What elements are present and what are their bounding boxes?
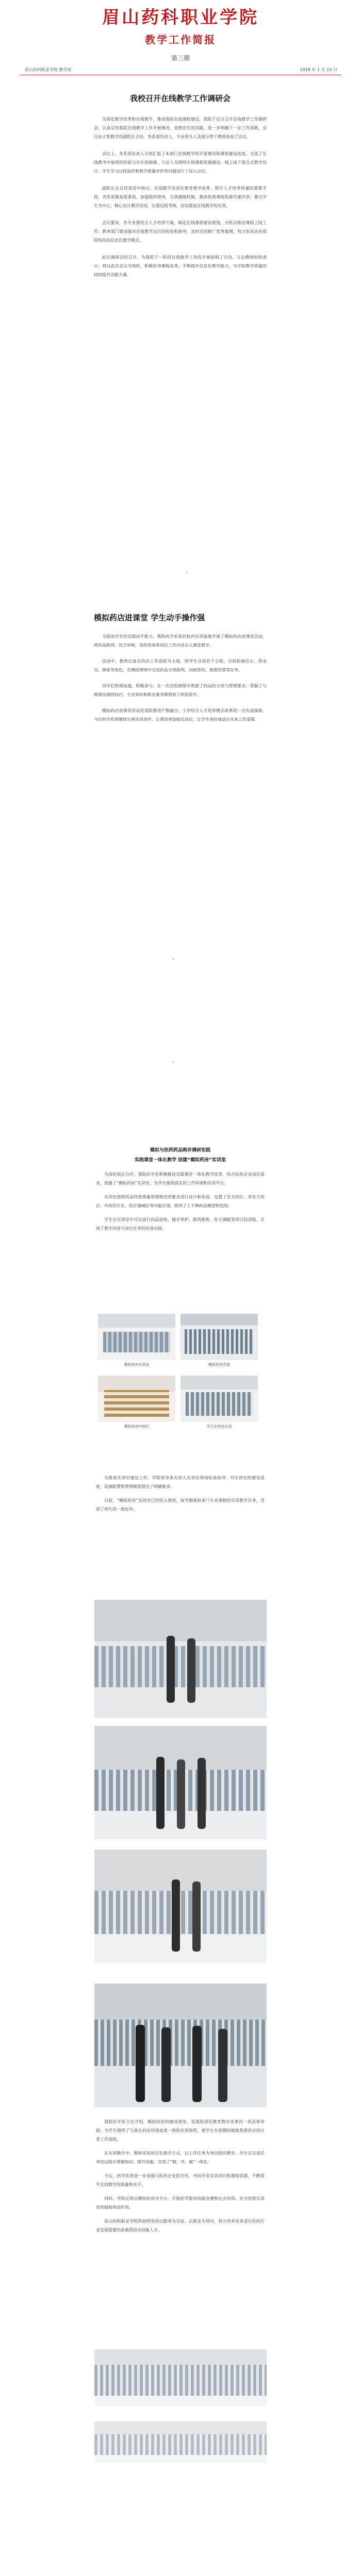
insert-report (96, 1146, 265, 1233)
article-1-para: 会议要求，各专业要结合人才培养方案，制定在线课程建设规划，分批次推进课程上线工作；教务部门要加强对在线教学运行的检查和指导，及时总结推广优秀案例，努力形成具有我院特色的信息化教学模式。 (94, 221, 267, 243)
masthead (0, 0, 361, 62)
insert-para: 我院药学系主任介绍，模拟药房的建成使用，是我院深化教育教学改革的一项具体举措，为学生提供了与真实药店环境高度一致的实训场所，使学生在校期间就能熟悉药店的日常工作流程。 (96, 2120, 265, 2142)
article-2 (94, 612, 267, 724)
visit-photo (94, 1850, 267, 1963)
insert-para: 为推进实训室建设工作，学院领导多次深入实训室现场检查指导，对实训室的建设进度、设备配置和管理制度提出了明确要求。 (96, 1476, 265, 1489)
insert-heading-1: 模拟与医药药品购存调研实践 (150, 1148, 210, 1153)
insert-report-2 (96, 1473, 265, 1514)
publication-meta (20, 65, 341, 75)
article-1-para: 此次调研会的召开，为我院下一阶段在线教学工作的开展指明了方向，与会教师纷纷表示，将以此次会议为契机，积极投身课程改革，不断提升信息化教学能力，为学院教学质量的持续提升贡献力量。 (94, 255, 267, 277)
pharmacy-photo (98, 1376, 175, 1422)
insert-report-3 (96, 2117, 265, 2234)
publish-date: 2018 年 1 月 15 日 (300, 67, 337, 72)
publisher: 眉山药科职业学院 教学部 (25, 67, 72, 72)
separator-dot (186, 572, 187, 573)
pharmacy-photo (180, 1314, 258, 1360)
insert-para: 同时，学院还将以模拟药房为平台，开展药学服务技能竞赛和社会培训，充分发挥实训室的辐射带动作用。 (96, 2196, 265, 2210)
article-1-para: 副院长在总结讲话中指出，在线教学是深化教育教学改革、提升人才培养质量的重要手段，各系部要高度重视，加强组织领导，完善激励机制，推动优质课程资源共建共享；要以学生为中心，精心设计教学活动，注重过程考核，切实提高在线教学的实效。 (94, 186, 267, 208)
students-photo (94, 1984, 267, 2107)
college-name: 眉山药科职业学院 (102, 7, 259, 28)
separator-dot (173, 958, 174, 960)
article-1-para: 会议上，各系部负责人分别汇报了本部门在线教学的开展情况和课程建设进度，交流了在线教学中取得的经验与存在的困难。与会人员围绕在线课程资源建设、线上线下混合式教学设计、学生学习过程监控和教学质量评价等问题进行了深入讨论。 (94, 151, 267, 174)
article-1-para: 为深化教学改革和在线教学，推动我院在线课程建设，我院于近日召开在线教学工作调研会，认真总结我院在线教学工作开展情况，查摆存在的问题，进一步明确下一步工作思路，会议由主管教学的副院长主持，各系部负责人、专业带头人及部分骨干教师参加了会议。 (94, 117, 267, 139)
photo-caption: 模拟药房实训室 (124, 1363, 150, 1367)
insert-heading-2: 实践课堂一体化教学 创建“模拟药房”实训室 (135, 1158, 226, 1163)
article-2-title: 模拟药店进课堂 学生动手操作强 (94, 613, 205, 622)
insert-para: 目前，“模拟药房”实训室已经投入使用，每学期承担多门专业课程的实训教学任务，受到了师生的一致好评。 (96, 1498, 265, 1512)
article-2-para: 活动中，教师以真实药店工作流程为主线，将学生分成若干小组，分别扮演店长、营业员、顾客等角色，在模拟情境中完成药品分类陈列、问病荐药、收银结算等任务。 (94, 659, 267, 672)
insert-para: 实训室按照药品经营质量管理规范的要求进行设计和布局，设置了处方药区、非处方药区、中药饮片区、医疗器械区等功能区域，陈列了上千种药品模型和包装。 (96, 1195, 265, 1208)
visit-photo (94, 1726, 267, 1839)
pharmacy-photo (98, 1314, 175, 1360)
article-1-title: 我校召开在线教学工作调研会 (129, 94, 231, 103)
issue-number: 第三期 (171, 55, 190, 62)
visit-photo (94, 1600, 267, 1718)
insert-para: 在实训教学中，教师采用项目化教学方式，以工作任务为导向组织教学，学生在完成任务的过程中掌握知识、提升技能，实现了“教、学、做”一体化。 (96, 2151, 265, 2164)
article-1 (94, 93, 267, 279)
pharmacy-photo (94, 2421, 267, 2463)
article-2-para: 模拟药店进课堂活动是我院推进产教融合、工学结合人才培养模式改革的一次有益探索，今后药学系将继续完善实训条件，让课堂更加贴近岗位，让学生更好地适应未来工作需要。 (94, 708, 267, 722)
insert-para: 为深化校企合作，我院药学系积极推进实践课堂一体化教学改革，结合医药企业岗位需求，创建了“模拟药房”实训室，为学生提供真实的工作环境和实训平台。 (96, 1172, 265, 1185)
insert-para: 学生在实训室中可以进行药品验收、储存养护、陈列销售、处方调配等项目的训练，实现了教学内容与岗位任务的有效对接。 (96, 1217, 265, 1231)
bulletin-title: 教学工作简报 (145, 33, 216, 46)
separator-dot (173, 1061, 174, 1063)
article-2-para: 为提高学生的实践动手能力，我院药学系依托校内实训基地开展了模拟药店进课堂活动，将药品陈列、处方审核、用药咨询等岗位工作内容引入课堂教学。 (94, 634, 267, 648)
article-2-para: 同学们热情高涨，积极参与，在一次次的演练中熟悉了药品的分类与管理要求，掌握了与顾客沟通的技巧，专业知识和职业素养都得到了明显提升。 (94, 684, 267, 697)
photo-caption: 学生在药房实训 (206, 1425, 232, 1429)
pharmacy-photo (180, 1376, 258, 1422)
insert-para: 眉山药科职业学院将始终坚持以服务为宗旨、以就业为导向，努力培养更多适应医药行业发展需要的高素质技术技能人才。 (96, 2219, 265, 2232)
photo-caption: 模拟药房货架 (208, 1363, 230, 1367)
insert-para: 今后，药学系将进一步加强与医药企业的合作，共同开发实训项目和课程资源，不断提升实训教学的质量和水平。 (96, 2174, 265, 2187)
photo-caption: 模拟药房中药区 (124, 1425, 150, 1429)
pharmacy-photo (94, 2349, 267, 2406)
